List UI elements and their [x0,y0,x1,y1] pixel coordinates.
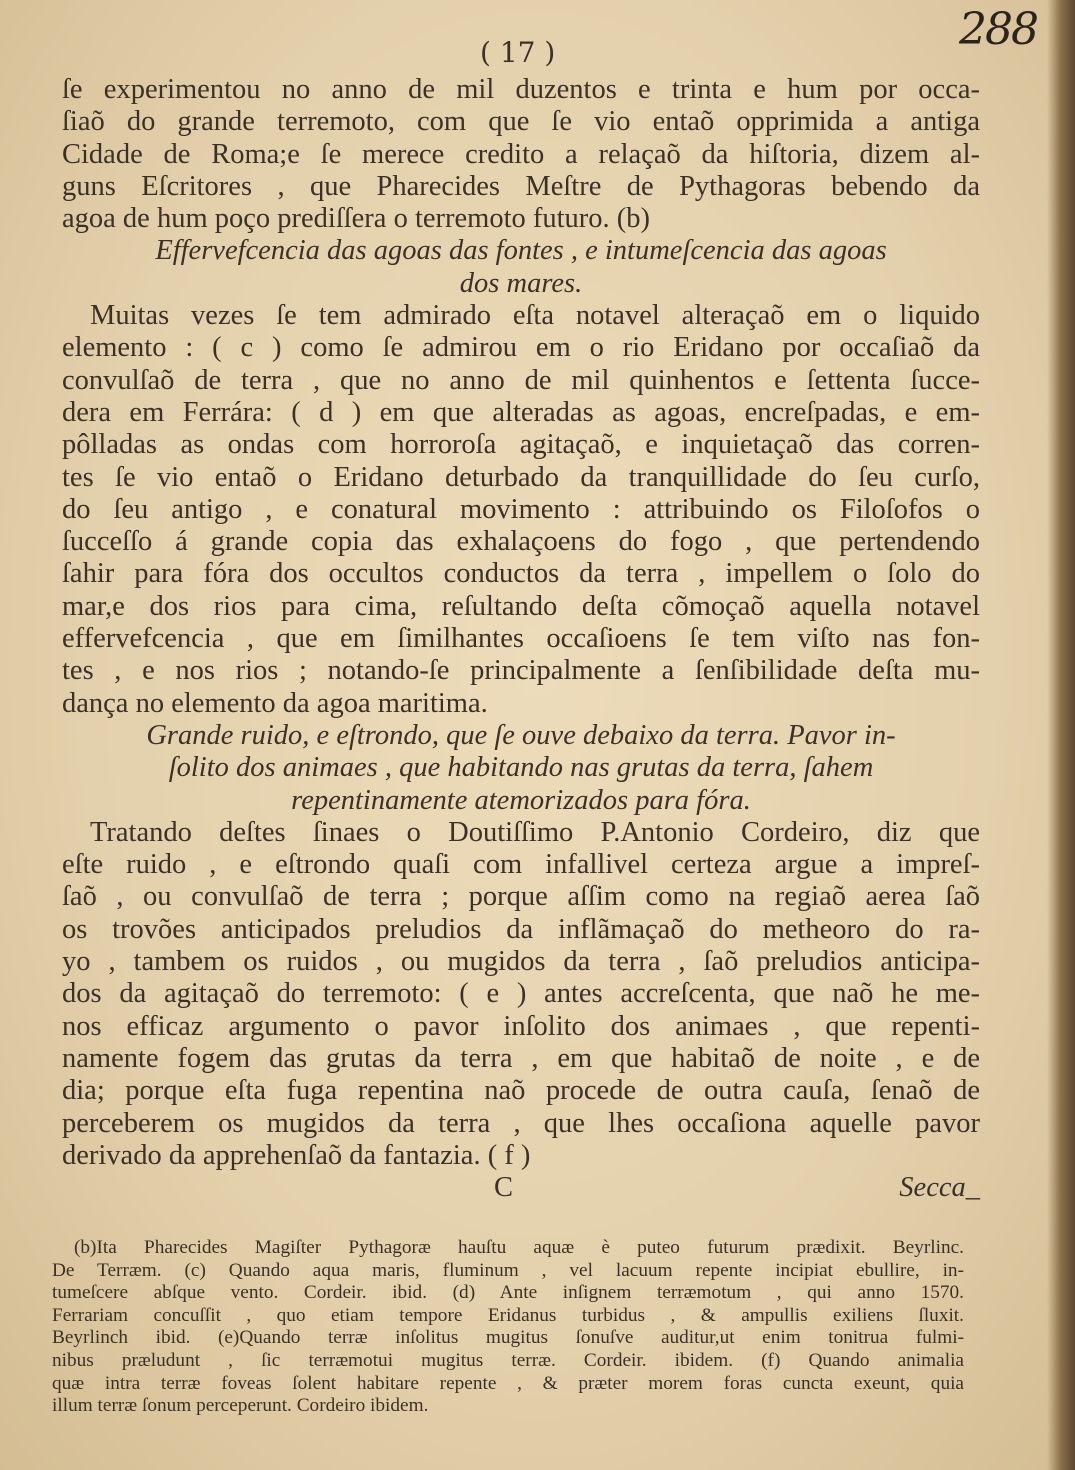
text-line: convulſaõ de terra , que no anno de mil quinhentos e ſettenta ſucce- [62,364,980,396]
text-line: dos da agitaçaõ do terremoto: ( e ) antes accreſcenta, que naõ he me- [62,978,980,1010]
catchword: Secca_ [899,1172,980,1204]
text-line: dança no elemento da agoa maritima. [62,687,488,719]
text-line: guns Eſcritores , que Pharecides Meſtre de Pythagoras bebendo da [62,170,980,202]
text-line: agoa de hum poço prediſſera o terremoto futuro. (b) [62,203,650,235]
text-line: yo , tambem os ruidos , ou mugidos da terra , ſaõ preludios anticipa- [62,946,980,978]
section-heading-line: Grande ruido, e eſtrondo, que ſe ouve debaixo da terra. Pavor in- [146,719,896,751]
signature-row [62,1172,980,1208]
section-heading-line: repentinamente atemorizados para fóra. [291,784,751,816]
text-line: nos efficaz argumento o pavor inſolito dos animaes , que repenti- [62,1010,980,1042]
section-heading-line: Effervefcencia das agoas das fontes , e intumeſcencia das agoas [155,235,887,267]
page-number: ( 17 ) [480,36,556,69]
text-line: Cidade de Roma;e ſe merece credito a relaçaõ da hiſtoria, dizem al- [62,138,980,170]
folio-number: 288 [959,4,1037,55]
section-heading-line: ſolito dos animaes , que habitando nas grutas da terra, ſahem [168,752,874,784]
text-line: dia; porque eſta fuga repentina naõ procede de outra cauſa, ſenaõ de [62,1075,980,1107]
footnote-line: (b)Ita Pharecides Magiſter Pythagoræ hauſtu aquæ è puteo futurum prædixit. Beyrlinc. [74,1237,964,1258]
text-line: derivado da apprehenſaõ da fantazia. ( f ) [62,1139,531,1171]
footnote-line: De Terræm. (c) Quando aqua maris, fluminum , vel lacuum repente incipiat ebullire, in- [52,1259,964,1281]
text-line: ſucceſſo á grande copia das exhalaçoens do fogo , que pertendendo [62,526,980,558]
text-line: perceberem os mugidos da terra , que lhes occaſiona aquelle pavor [62,1107,980,1139]
footnote-line: tumeſcere abſque vento. Cordeir. ibid. (d) Ante inſignem terræmotum , qui anno 1570. [52,1282,964,1304]
text-line: ſaõ , ou convulſaõ de terra ; porque aſſim como na regiaõ aerea ſaõ [62,881,980,913]
footnote-line: Ferrariam concuſſit , quo etiam tempore Eridanus turbidus , & ampullis exiliens ſluxit. [52,1304,964,1326]
text-line: eſte ruido , e eſtrondo quaſi com infallivel certeza argue a impreſ- [62,849,980,881]
footnote-line: Beyrlinch ibid. (e)Quando terræ inſolitus mugitus ſonuſve auditur,ut enim tonitrua fulmi- [52,1327,964,1349]
text-line: ſahir para fóra dos occultos conductos da terra , impellem o ſolo do [62,558,980,590]
text-line: effervefcencia , que em ſimilhantes occaſioens ſe tem viſto nas fon- [62,623,980,655]
main-text [62,74,980,1208]
text-line: elemento : ( c ) como ſe admirou em o rio Eridano por occaſiaõ da [62,332,980,364]
text-line: tes ſe vio entaõ o Eridano deturbado da tranquillidade do ſeu curſo, [62,461,980,493]
footnote-line: illum terræ ſonum perceperunt. Cordeiro ibidem. [52,1395,429,1417]
footnotes [52,1237,964,1418]
text-line: do ſeu antigo , e conatural movimento : attribuindo os Filoſofos o [62,493,980,525]
text-line: os trovões anticipados preludios da inflãmaçaõ do metheoro do ra- [62,913,980,945]
footnote-line: quæ intra terræ foveas ſolent habitare repente , & præter morem foras cuncta exeunt, quia [52,1372,964,1394]
text-line: ſiaõ do grande terremoto, com que ſe vio entaõ opprimida a antiga [62,106,980,138]
footnote-line: nibus præludunt , ſic terræmotui mugitus terræ. Cordeir. ibidem. (f) Quando animalia [52,1349,964,1371]
text-line: mar,e dos rios para cima, reſultando deſta cõmoçaõ aquella notavel [62,590,980,622]
text-line: Tratando deſtes ſinaes o Doutiſſimo P.Antonio Cordeiro, diz que [90,816,980,848]
text-line: Muitas vezes ſe tem admirado eſta notavel alteraçaõ em o liquido [90,300,980,332]
page-spine-shadow [1047,0,1075,1470]
text-line: namente fogem das grutas da terra , em que habitaõ de noite , e de [62,1042,980,1074]
text-line: pôlladas as ondas com horroroſa agitaçaõ, e inquietaçaõ das corren- [62,429,980,461]
text-line: ſe experimentou no anno de mil duzentos e trinta e hum por occa- [62,74,980,105]
text-lines [62,74,980,1172]
text-line: dera em Ferrára: ( d ) em que alteradas as agoas, encreſpadas, e em- [62,396,980,428]
text-line: tes , e nos rios ; notando-ſe principalmente a ſenſibilidade deſta mu- [62,655,980,687]
section-heading-line: dos mares. [459,267,583,299]
signature-mark: C [494,1172,514,1204]
